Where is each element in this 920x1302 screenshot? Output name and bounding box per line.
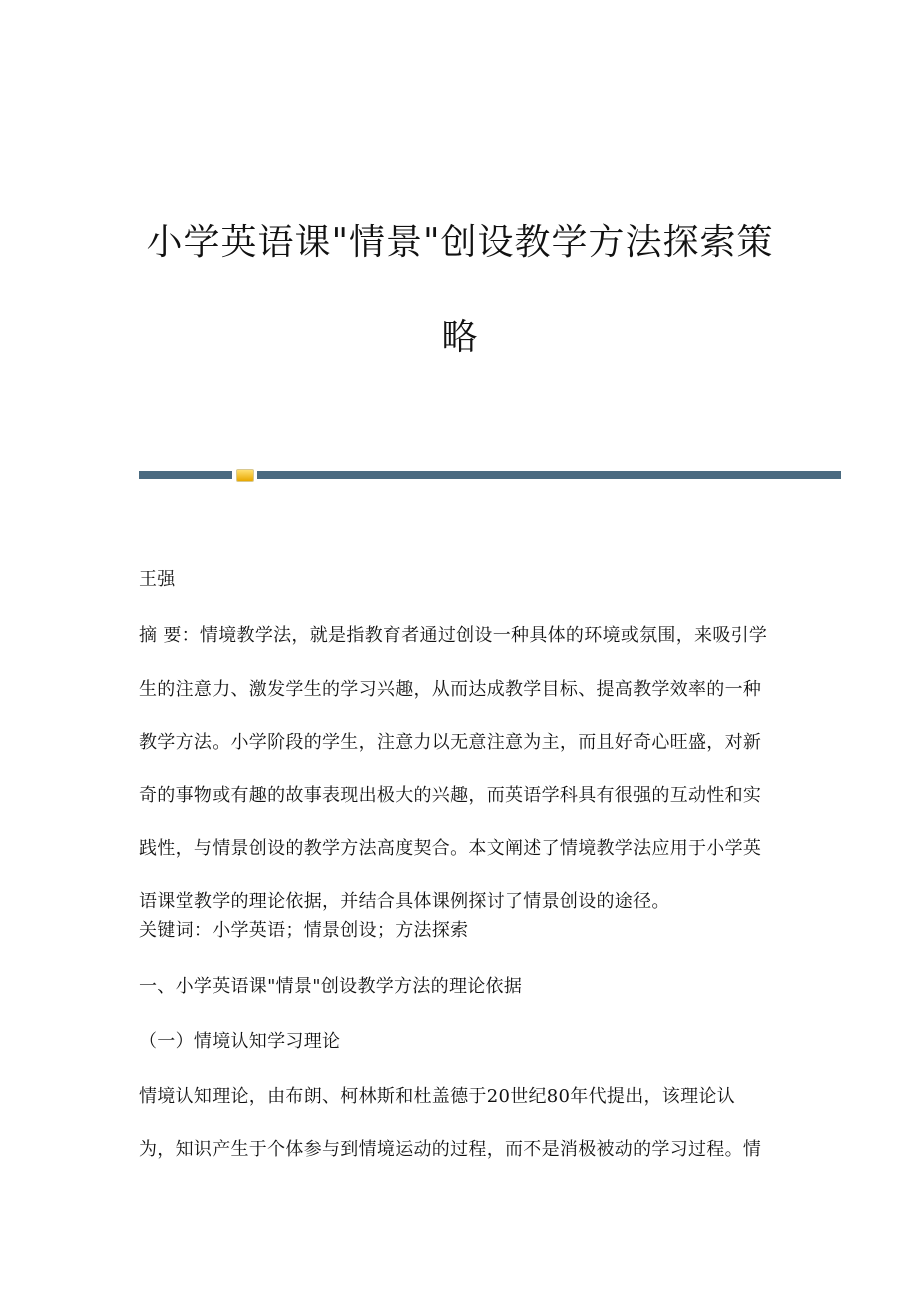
author: 王强 [139, 569, 176, 590]
abstract-line: 教学方法。小学阶段的学生，注意力以无意注意为主，而且好奇心旺盛，对新 [139, 732, 762, 753]
subsection-heading: （一）情境认知学习理论 [139, 1031, 341, 1052]
abstract-line: 生的注意力、激发学生的学习兴趣，从而达成教学目标、提高教学效率的一种 [139, 679, 762, 700]
document-title-line-1: 小学英语课"情景"创设教学方法探索策 [146, 222, 774, 263]
divider-ornament-icon [236, 469, 254, 482]
abstract-line: 奇的事物或有趣的故事表现出极大的兴趣，而英语学科具有很强的互动性和实 [139, 785, 762, 806]
body-line: 情境认知理论，由布朗、柯林斯和杜盖德于20世纪80年代提出，该理论认 [139, 1086, 736, 1107]
section-heading: 一、小学英语课"情景"创设教学方法的理论依据 [139, 976, 523, 997]
divider-left [139, 471, 232, 479]
abstract-line: 摘 要：情境教学法，就是指教育者通过创设一种具体的环境或氛围，来吸引学 [139, 625, 768, 646]
keywords: 关键词：小学英语；情景创设；方法探索 [139, 920, 469, 941]
divider-right [257, 471, 841, 479]
document-title-line-2: 略 [441, 317, 479, 358]
body-line: 为，知识产生于个体参与到情境运动的过程，而不是消极被动的学习过程。情 [139, 1139, 762, 1160]
abstract-line: 语课堂教学的理论依据，并结合具体课例探讨了情景创设的途径。 [139, 891, 670, 912]
abstract-line: 践性，与情景创设的教学方法高度契合。本文阐述了情境教学法应用于小学英 [139, 838, 762, 859]
